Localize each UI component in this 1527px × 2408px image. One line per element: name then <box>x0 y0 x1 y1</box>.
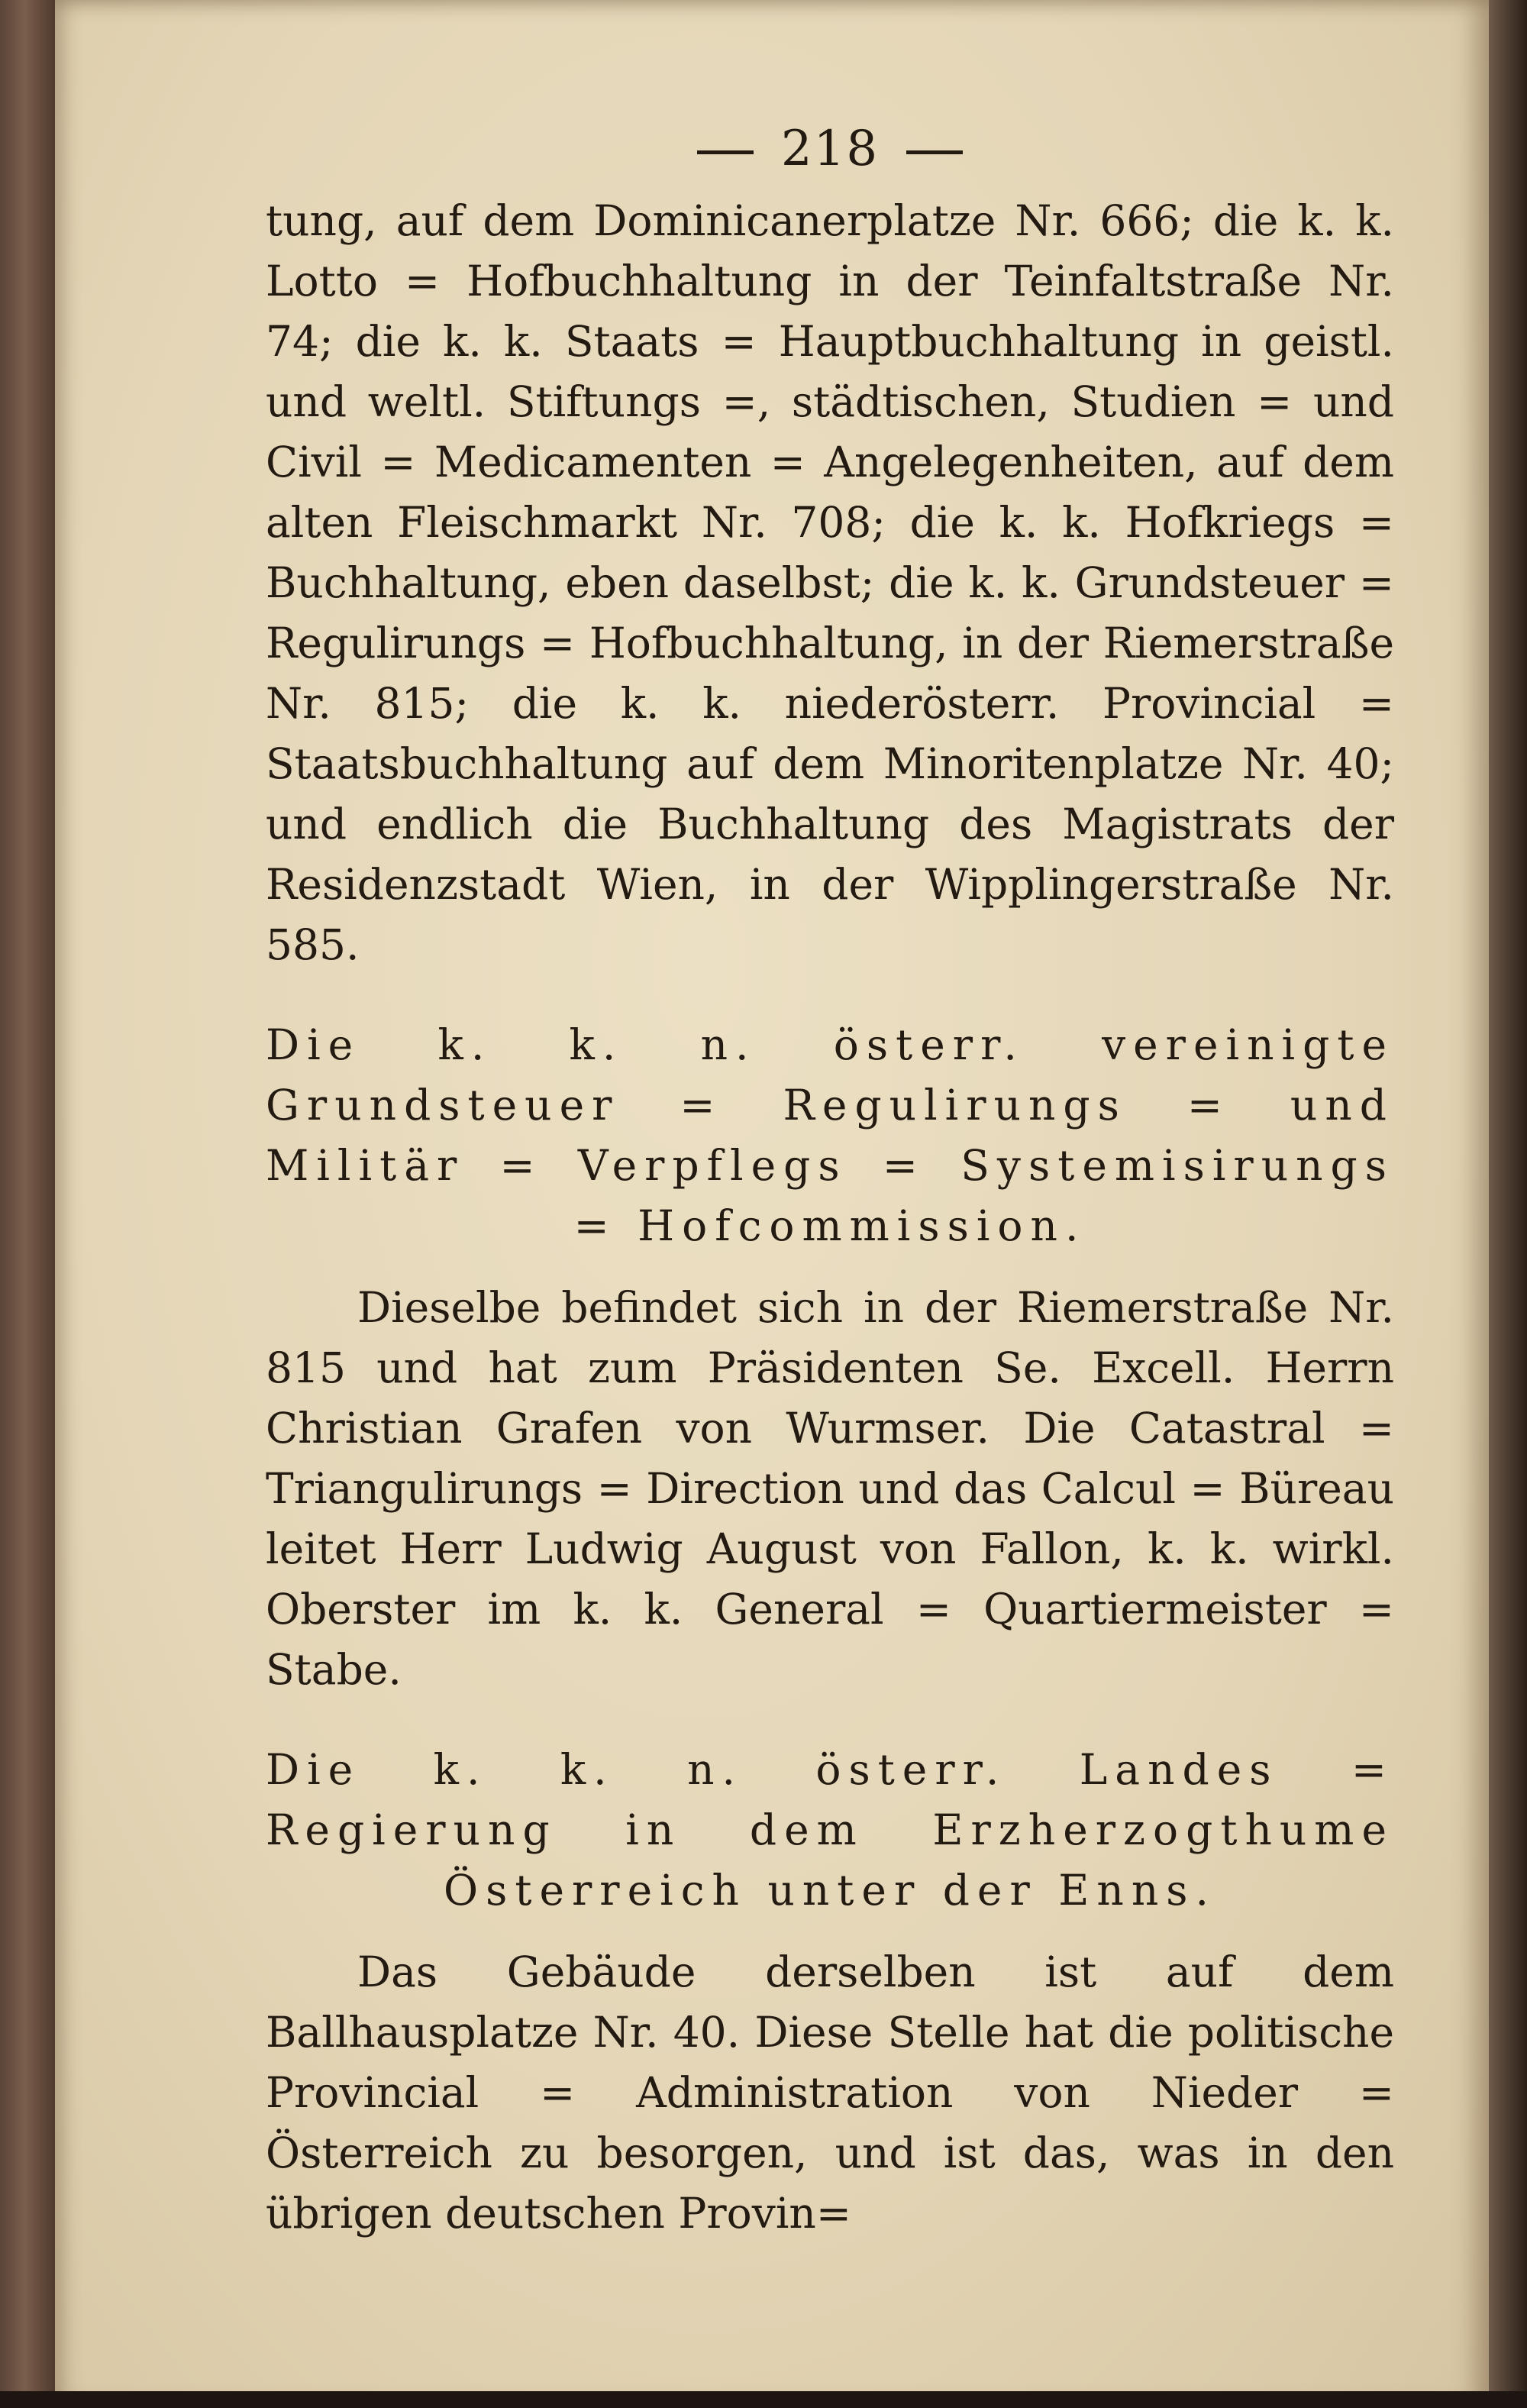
paragraph-2: Dieselbe befindet sich in der Riemerstraße Nr. 815 und hat zum Präsidenten Se. Excell. Herrn Christian Grafen von Wurmser. Die Catastral = Triangulirungs = Direction und das Calcul = Büreau leitet Herr Ludwig August von Fallon, k. k. wirkl. Oberster im k. k. General = Quartiermeister = Stabe. <box>266 1283 1394 1694</box>
page-number: 218 <box>780 121 880 177</box>
page-content <box>266 115 1394 2244</box>
header-dash-right <box>906 150 963 154</box>
paragraph-1: tung, auf dem Dominicanerplatze Nr. 666; die k. k. Lotto = Hofbuchhaltung in der Teinfaltstraße Nr. 74; die k. k. Staats = Hauptbuchhaltung in geistl. und weltl. Stiftungs =, städtischen, Studien = und Civil = Medicamenten = Angelegenheiten, auf dem alten Fleischmarkt Nr. 708; die k. k. Hofkriegs = Buchhaltung, eben daselbst; die k. k. Grundsteuer = Regulirungs = Hofbuchhaltung, in der Riemerstraße Nr. 815; die k. k. niederösterr. Provincial = Staatsbuchhaltung auf dem Minoritenplatze Nr. 40; und endlich die Buchhaltung des Magistrats der Residenzstadt Wien, in der Wipplingerstraße Nr. 585. <box>266 196 1394 969</box>
section-heading-2: Die k. k. n. österr. Landes = Regierung in dem Erzherzogthume Österreich unter der Enns. <box>266 1745 1394 1915</box>
header-dash-left <box>697 150 754 154</box>
book-spine <box>0 0 55 2408</box>
section-heading-1: Die k. k. n. österr. vereinigte Grundsteuer = Regulirungs = und Militär = Verpflegs = Systemisirungs = Hofcommission. <box>266 1020 1394 1250</box>
page-edge-shadow <box>1489 0 1527 2408</box>
page-header <box>266 115 1394 183</box>
paragraph-3: Das Gebäude derselben ist auf dem Ballhausplatze Nr. 40. Diese Stelle hat die politische Provincial = Administration von Nieder = Österreich zu besorgen, und ist das, was in den übrigen deutschen Provin= <box>266 1947 1394 2238</box>
bottom-margin-band <box>0 2391 1527 2408</box>
